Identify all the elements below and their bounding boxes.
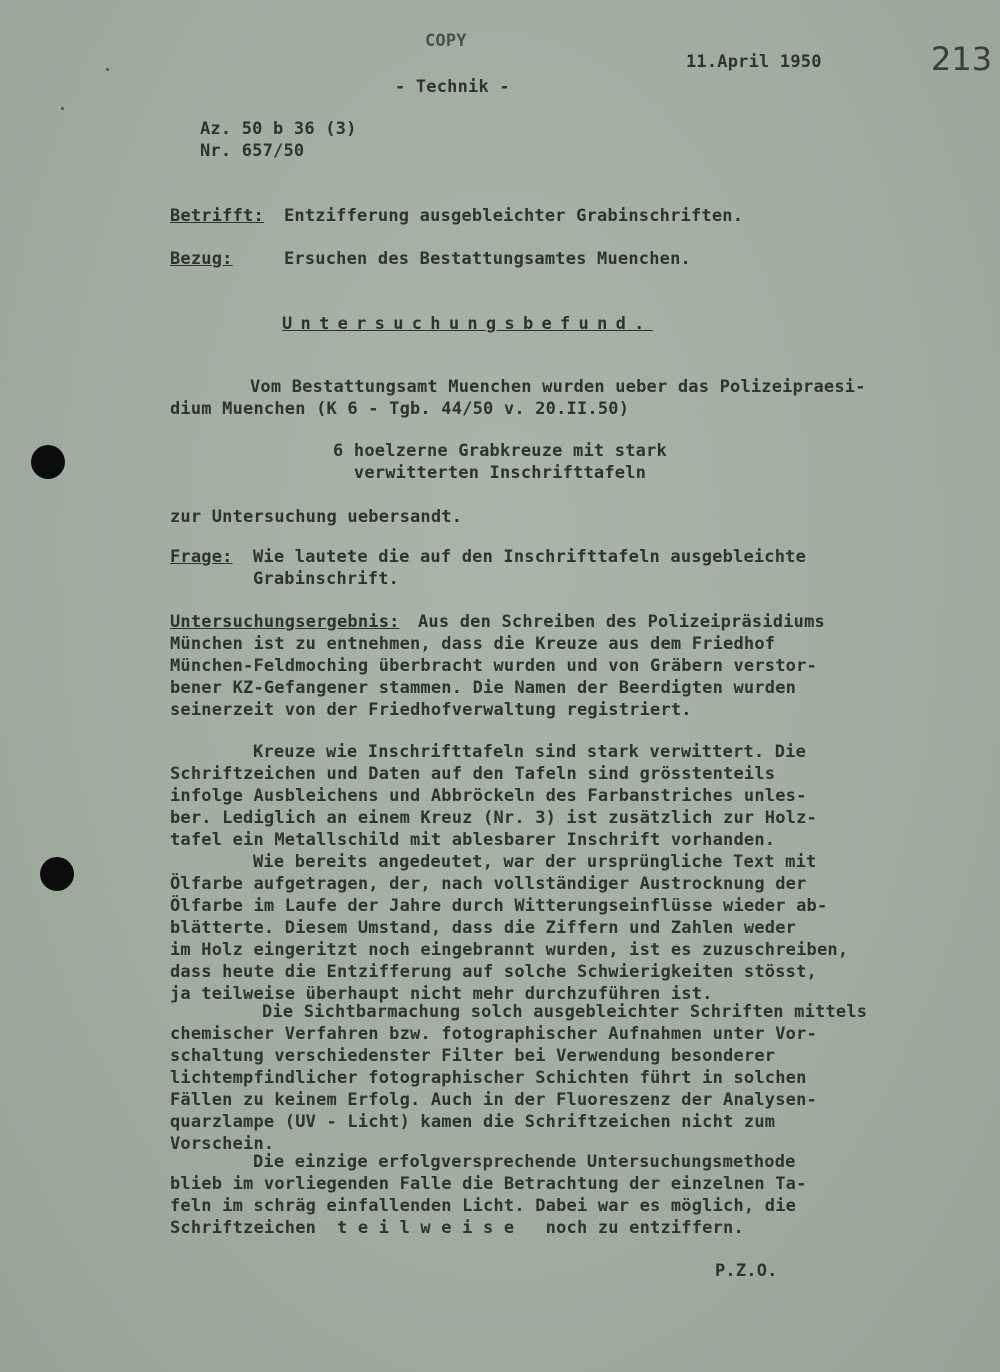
paragraph-line: Schriftzeichen und Daten auf den Tafeln sind grösstenteils xyxy=(170,764,776,784)
paragraph-line: Fällen zu keinem Erfolg. Auch in der Fluoreszenz der Analysen- xyxy=(170,1090,817,1110)
result-label: Untersuchungsergebnis: xyxy=(170,612,400,632)
paragraph-line: ber. Lediglich an einem Kreuz (Nr. 3) ist zusätzlich zur Holz- xyxy=(170,808,817,828)
question-text: Grabinschrift. xyxy=(253,569,400,589)
item-description: 6 hoelzerne Grabkreuze mit stark xyxy=(333,441,667,461)
result-text: Aus den Schreiben des Polizeipräsidiums xyxy=(418,612,825,632)
paragraph-line: im Holz eingeritzt noch eingebrannt wurden, ist es zuzuschreiben, xyxy=(170,940,849,960)
speck-mark xyxy=(61,107,64,110)
speck-mark xyxy=(106,68,109,71)
question-label: Frage: xyxy=(170,547,233,567)
paragraph-line: quarzlampe (UV - Licht) kamen die Schriftzeichen nicht zum xyxy=(170,1112,776,1132)
department-label: - Technik - xyxy=(395,77,510,97)
paragraph-line: Wie bereits angedeutet, war der ursprüngliche Text mit xyxy=(253,852,817,872)
item-description: verwitterten Inschrifttafeln xyxy=(353,463,647,483)
result-text: seinerzeit von der Friedhofverwaltung registriert. xyxy=(170,700,692,720)
paragraph-line: lichtempfindlicher fotographischer Schichten führt in solchen xyxy=(170,1068,807,1088)
result-text: bener KZ-Gefangener stammen. Die Namen der Beerdigten wurden xyxy=(170,678,797,698)
paragraph-line: Ölfarbe aufgetragen, der, nach vollständiger Austrocknung der xyxy=(170,874,807,894)
paragraph-line: Vorschein. xyxy=(170,1134,275,1154)
subject-label: Betrifft: xyxy=(170,206,264,226)
paragraph-line: Schriftzeichen t e i l w e i s e noch zu entziffern. xyxy=(170,1218,744,1238)
paragraph-line: feln im schräg einfallenden Licht. Dabei war es möglich, die xyxy=(170,1196,797,1216)
paragraph-line: Kreuze wie Inschrifttafeln sind stark verwittert. Die xyxy=(253,742,807,762)
paragraph-line: tafel ein Metallschild mit ablesbarer Inschrift vorhanden. xyxy=(170,830,776,850)
copy-label: COPY xyxy=(425,31,467,51)
document-title: Untersuchungsbefund. xyxy=(282,314,653,334)
paragraph-line: schaltung verschiedenster Filter bei Verwendung besonderer xyxy=(170,1046,776,1066)
paragraph-line: Die Sichtbarmachung solch ausgebleichter Schriften mittels xyxy=(262,1002,868,1022)
regarding-label: Bezug: xyxy=(170,249,233,269)
regarding-text: Ersuchen des Bestattungsamtes Muenchen. xyxy=(284,249,691,269)
signature: P.Z.O. xyxy=(715,1261,778,1281)
intro-line: dium Muenchen (K 6 - Tgb. 44/50 v. 20.II.50) xyxy=(170,399,630,419)
intro-line: Vom Bestattungsamt Muenchen wurden ueber das Polizeipraesi- xyxy=(250,377,866,397)
paragraph-line: Die einzige erfolgversprechende Untersuchungsmethode xyxy=(253,1152,796,1172)
question-text: Wie lautete die auf den Inschrifttafeln ausgebleichte xyxy=(253,547,807,567)
subject-text: Entzifferung ausgebleichter Grabinschriften. xyxy=(284,206,744,226)
punch-hole-bottom xyxy=(40,857,74,891)
reference-number: Nr. 657/50 xyxy=(200,141,305,161)
document-date: 11.April 1950 xyxy=(686,52,822,72)
paragraph-line: ja teilweise überhaupt nicht mehr durchzuführen ist. xyxy=(170,984,713,1004)
paragraph-line: Ölfarbe im Laufe der Jahre durch Witterungseinflüsse wieder ab- xyxy=(170,896,828,916)
paragraph-line: chemischer Verfahren bzw. fotographischer Aufnahmen unter Vor- xyxy=(170,1024,817,1044)
folio-number: 213 xyxy=(931,40,993,78)
paragraph-line: blätterte. Diesem Umstand, dass die Ziffern und Zahlen weder xyxy=(170,918,797,938)
paragraph-line: blieb im vorliegenden Falle die Betrachtung der einzelnen Ta- xyxy=(170,1174,807,1194)
result-text: München ist zu entnehmen, dass die Kreuze aus dem Friedhof xyxy=(170,634,776,654)
paragraph-line: infolge Ausbleichens und Abbröckeln des Farbanstriches unles- xyxy=(170,786,807,806)
intro-closing: zur Untersuchung uebersandt. xyxy=(170,507,463,527)
result-text: München-Feldmoching überbracht wurden und von Gräbern verstor- xyxy=(170,656,817,676)
reference-number: Az. 50 b 36 (3) xyxy=(200,119,357,139)
paragraph-line: dass heute die Entzifferung auf solche Schwierigkeiten stösst, xyxy=(170,962,817,982)
